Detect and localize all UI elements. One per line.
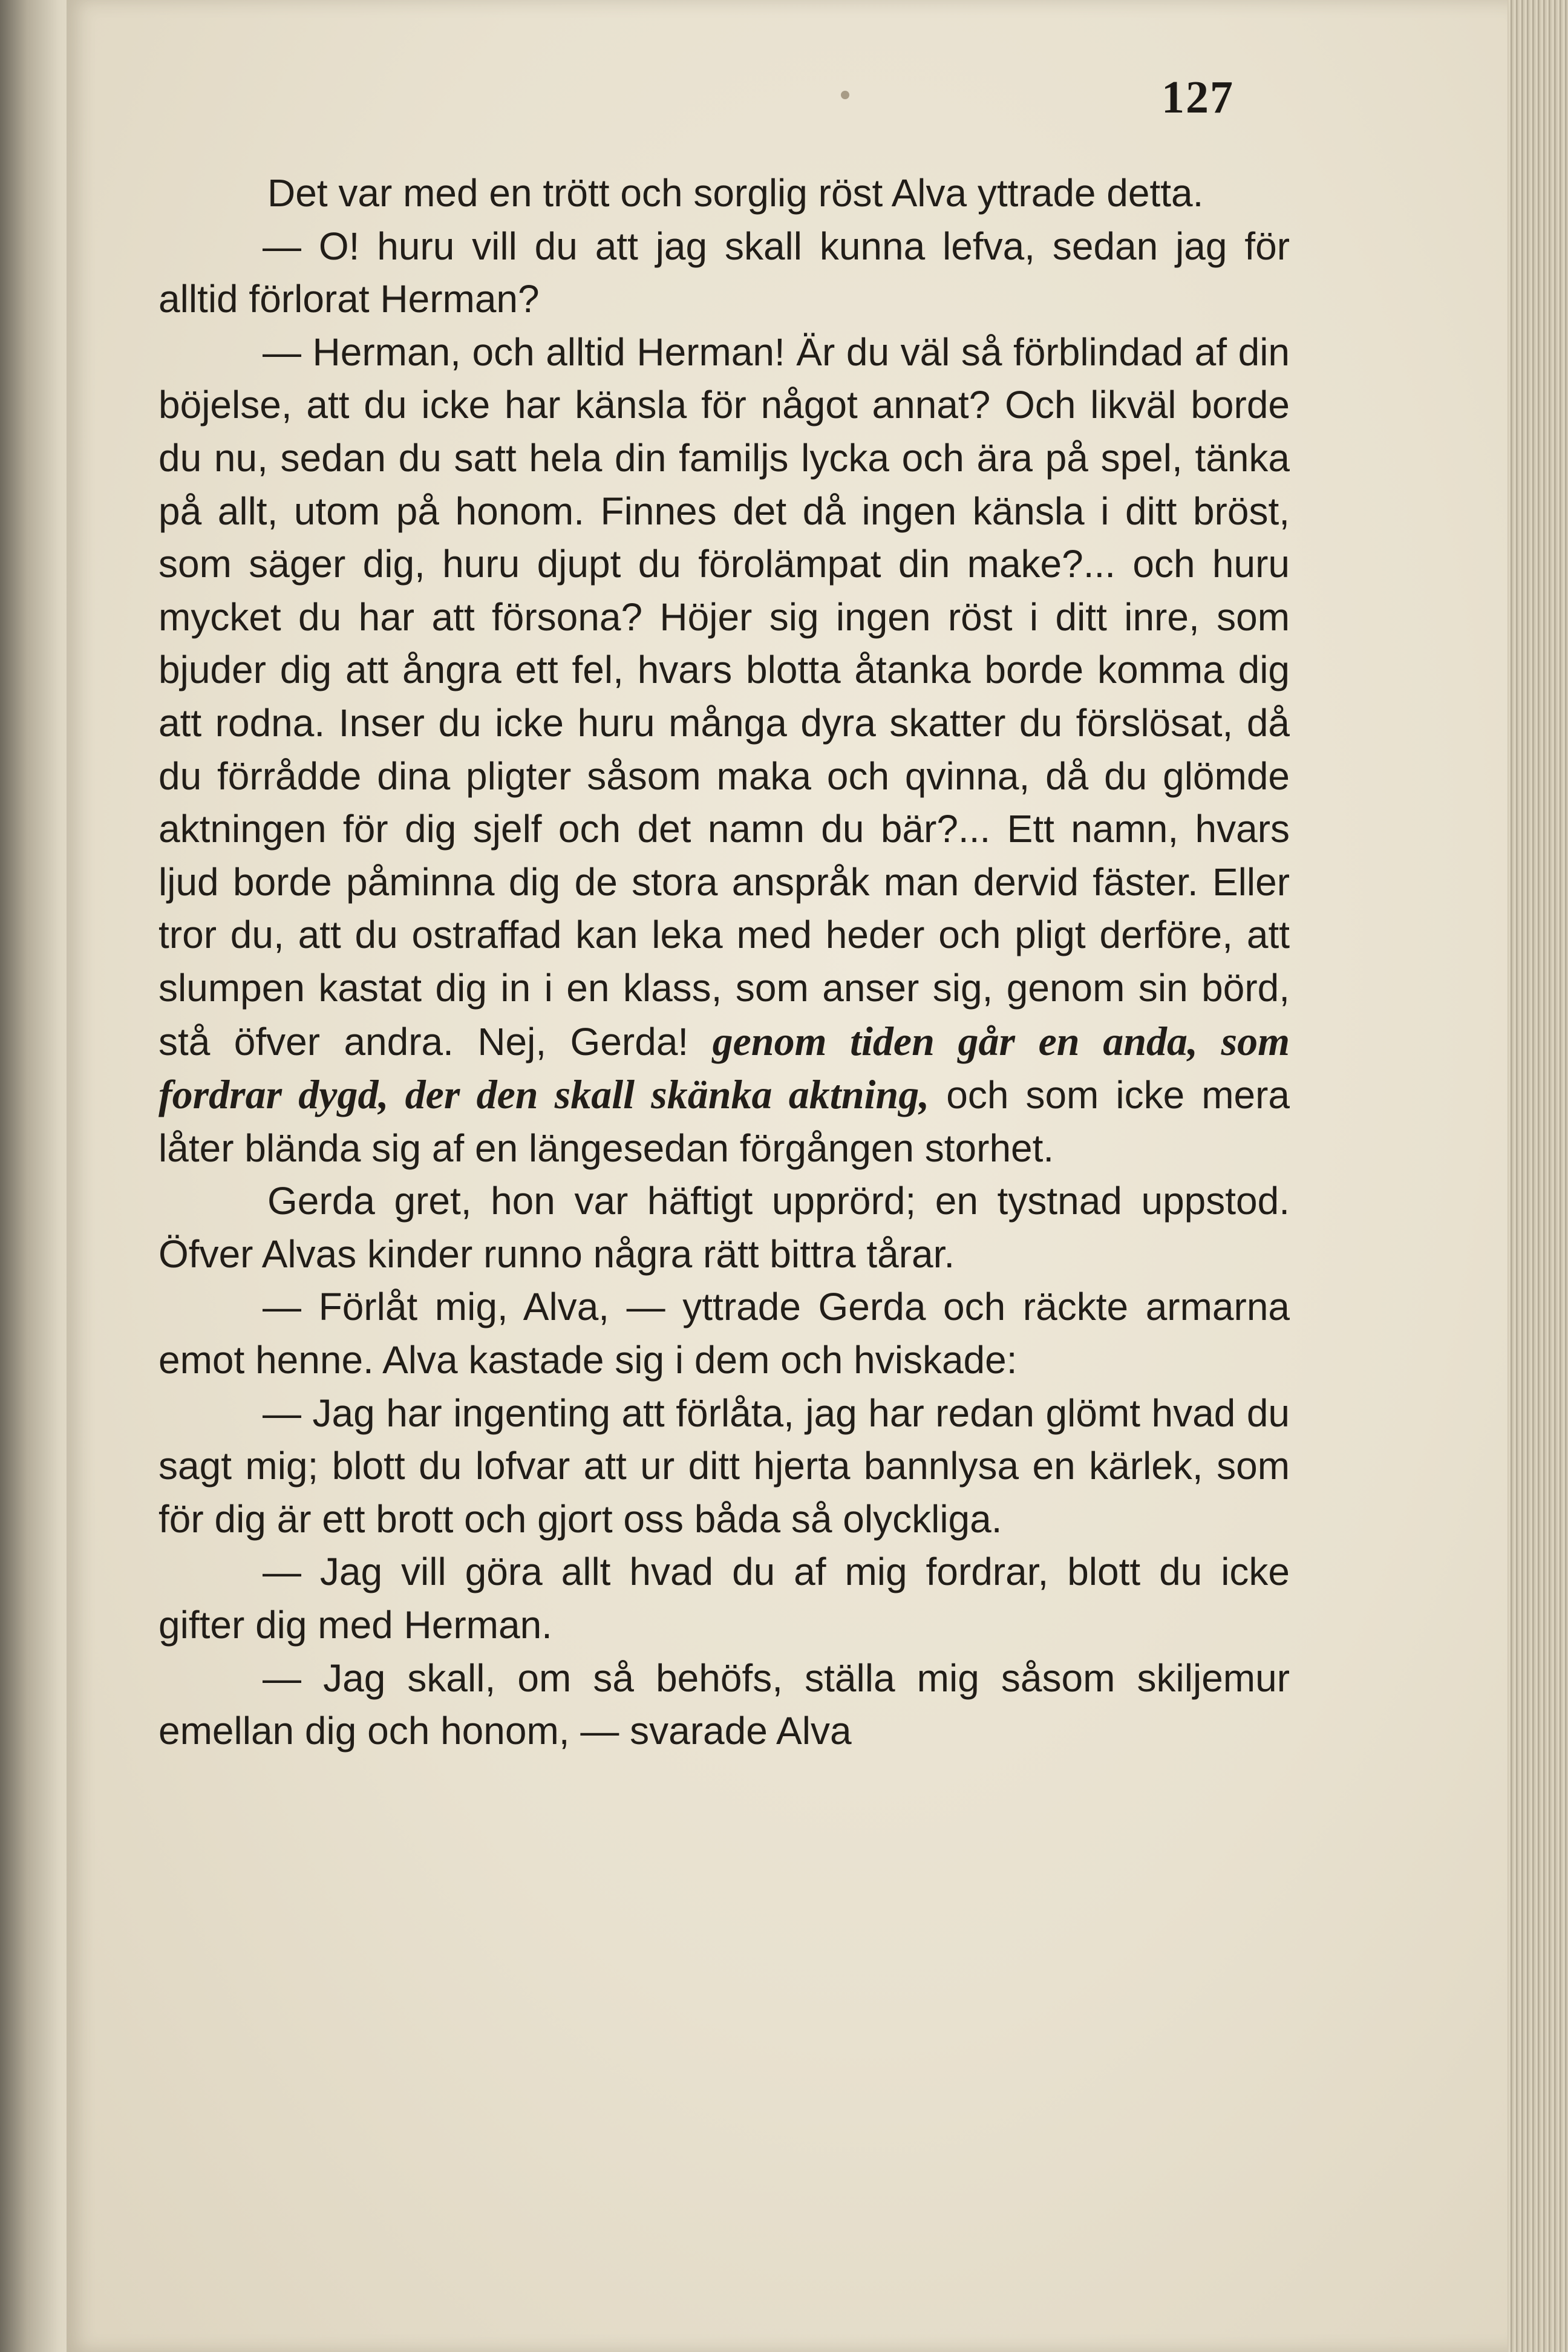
paragraph-text: — Herman, och alltid Herman! Är du väl så förblindad af din böjelse, att du icke har känsla för något annat? Och likväl borde du nu, sedan du satt hela din familjs lycka och ära på spel, tänka på allt, utom på honom. Finnes det då ingen känsla i ditt bröst, som säger dig, huru djupt du förolämpat din make?... och huru mycket du har att försona? Höjer sig ingen röst i ditt inre, som bjuder dig att ångra ett fel, hvars blotta åtanka borde komma dig att rodna. Inser du icke huru många dyra skatter du förslösat, då du förrådde dina pligter såsom maka och qvinna, då du glömde aktningen för dig sjelf och det namn du bär?... Ett namn, hvars ljud borde påminna dig de stora anspråk man dervid fäster. Eller tror du, att du ostraffad kan leka med heder och pligt derföre, att slumpen kastat dig in i en klass, som anser sig, genom sin börd, stå öfver andra. Nej, Gerda! — [158, 330, 1290, 1063]
paragraph: Det var med en trött och sorglig röst Alva yttrade detta. — [267, 171, 1204, 215]
paragraph: — O! huru vill du att jag skall kunna lefva, sedan jag för alltid förlorat Herman? — [158, 224, 1290, 321]
paragraph: — Jag vill göra allt hvad du af mig fordrar, blott du icke gifter dig med Herman. — [158, 1550, 1290, 1647]
paragraph — [158, 326, 1290, 1175]
body-text — [158, 167, 1290, 1758]
paper-speck — [841, 91, 849, 99]
paragraph: — Jag har ingenting att förlåta, jag har redan glömt hvad du sagt mig; blott du lofvar att ur ditt hjerta bannlysa en kärlek, som för dig är ett brott och gjort oss båda så olyckliga. — [158, 1391, 1290, 1541]
paragraph: — Förlåt mig, Alva, — yttrade Gerda och räckte armarna emot henne. Alva kastade sig i dem och hviskade: — [158, 1285, 1290, 1382]
paragraph-text: och som icke mera låter blända sig af en längesedan förgången storhet. — [158, 1073, 1290, 1170]
page-edges — [1508, 0, 1568, 2352]
page-number: 127 — [1161, 72, 1234, 123]
italic-emphasis: genom tiden går en anda, som fordrar dygd, der den skall skänka aktning, — [158, 1018, 1290, 1118]
paragraph: — Jag skall, om så behöfs, ställa mig såsom skiljemur emellan dig och honom, — svarade Alva — [158, 1656, 1290, 1753]
paragraph: Gerda gret, hon var häftigt upprörd; en tystnad uppstod. Öfver Alvas kinder runno några rätt bittra tårar. — [158, 1179, 1290, 1276]
